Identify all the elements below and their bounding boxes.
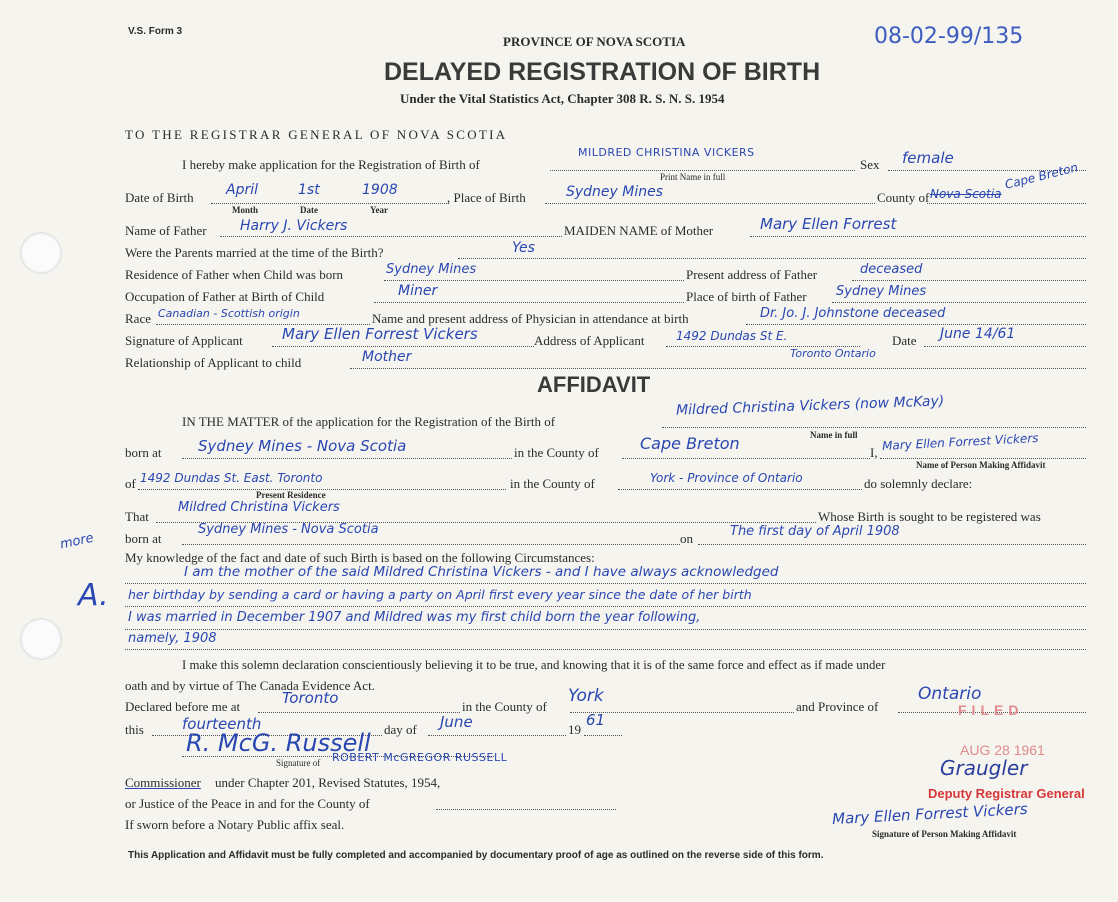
matter-label: IN THE MATTER of the application for the Registration of the Birth of bbox=[182, 414, 556, 429]
registrar-address-line: TO THE REGISTRAR GENERAL OF NOVA SCOTIA bbox=[125, 127, 508, 142]
mother-name-field: Mary Ellen Forrest bbox=[760, 215, 897, 233]
field-line bbox=[662, 427, 1086, 428]
field-line bbox=[458, 258, 1086, 259]
born-at-field-2: Sydney Mines - Nova Scotia bbox=[198, 522, 379, 537]
applicant-signature-label: Signature of Applicant bbox=[125, 333, 243, 348]
dob-month-field: April bbox=[226, 182, 258, 198]
field-line bbox=[182, 458, 512, 459]
father-birthplace-field: Sydney Mines bbox=[836, 284, 927, 299]
field-line bbox=[125, 583, 1086, 584]
commissioner-signature: R. McG. Russell bbox=[186, 729, 371, 757]
field-line bbox=[428, 735, 566, 736]
province-heading: PROVINCE OF NOVA SCOTIA bbox=[503, 34, 686, 49]
field-line bbox=[750, 236, 1086, 237]
sex-label: Sex bbox=[860, 157, 880, 172]
field-line bbox=[272, 346, 534, 347]
form-id: V.S. Form 3 bbox=[128, 26, 183, 37]
child-name-field: MILDRED CHRISTINA VICKERS bbox=[578, 146, 755, 159]
solemn-declaration-line-1: I make this solemn declaration conscientiously believing it to be true, and knowing that it is of the same force and effect as if made under bbox=[182, 658, 886, 672]
declared-before-label: Declared before me at bbox=[125, 699, 241, 714]
solemn-declaration-line-2: oath and by virtue of The Canada Evidence Act. bbox=[125, 678, 375, 693]
field-line bbox=[550, 170, 855, 171]
field-line bbox=[436, 809, 616, 810]
name-in-full-caption: Name in full bbox=[810, 430, 858, 440]
declare-label: do solemnly declare: bbox=[864, 476, 973, 491]
on-label: on bbox=[680, 531, 693, 546]
affiant-signature: Mary Ellen Forrest Vickers bbox=[831, 799, 1029, 829]
county-of-label: in the County of bbox=[514, 445, 599, 460]
field-line bbox=[698, 544, 1086, 545]
affiant-signature-caption: Signature of Person Making Affidavit bbox=[872, 829, 1017, 839]
field-line bbox=[350, 368, 1086, 369]
applicant-address-label: Address of Applicant bbox=[534, 333, 645, 348]
print-name-caption: Print Name in full bbox=[660, 172, 726, 182]
field-line bbox=[125, 649, 1086, 650]
affiant-name-caption: Name of Person Making Affidavit bbox=[916, 460, 1046, 470]
father-name-label: Name of Father bbox=[125, 223, 207, 238]
field-line bbox=[927, 203, 1086, 204]
circumstance-line-4: namely, 1908 bbox=[128, 631, 217, 646]
commissioner-rest: under Chapter 201, Revised Statutes, 1954, bbox=[215, 775, 441, 790]
circumstance-line-3: I was married in December 1907 and Mildred was my first child born the year following, bbox=[128, 610, 701, 625]
application-date-label: Date bbox=[892, 333, 917, 348]
year-prefix: 19 bbox=[568, 722, 581, 737]
field-line bbox=[622, 458, 870, 459]
sought-label: Whose Birth is sought to be registered was bbox=[818, 509, 1041, 524]
filed-date-stamp: AUG 28 1961 bbox=[960, 742, 1045, 758]
file-number: 08-02-99/135 bbox=[874, 24, 1024, 49]
county-of-label-3: in the County of bbox=[462, 699, 547, 714]
field-line bbox=[384, 280, 684, 281]
parents-married-field: Yes bbox=[512, 240, 535, 256]
field-line bbox=[880, 458, 1086, 459]
physician-field: Dr. Jo. J. Johnstone deceased bbox=[760, 306, 946, 321]
application-date-field: June 14/61 bbox=[940, 326, 1016, 342]
circumstance-line-2: her birthday by sending a card or having a party on April first every year since the date of her birth bbox=[128, 587, 752, 602]
declared-day-field: fourteenth bbox=[182, 715, 262, 733]
field-line bbox=[924, 346, 1086, 347]
physician-label: Name and present address of Physician in attendance at birth bbox=[372, 311, 689, 326]
field-line bbox=[374, 302, 684, 303]
date-caption: Date bbox=[300, 205, 318, 215]
this-label: this bbox=[125, 722, 144, 737]
filed-stamp: FILED bbox=[958, 702, 1024, 718]
present-residence-caption: Present Residence bbox=[256, 490, 326, 500]
born-at-field: Sydney Mines - Nova Scotia bbox=[198, 437, 407, 455]
field-line bbox=[746, 324, 1086, 325]
residence-county-field: York - Province of Ontario bbox=[650, 471, 803, 485]
punch-hole bbox=[20, 232, 62, 274]
applicant-signature-field: Mary Ellen Forrest Vickers bbox=[282, 325, 478, 343]
father-occupation-label: Occupation of Father at Birth of Child bbox=[125, 289, 325, 304]
matter-field: Mildred Christina Vickers (now McKay) bbox=[675, 393, 945, 419]
declared-county-field: York bbox=[568, 686, 604, 706]
affidavit-heading: AFFIDAVIT bbox=[537, 372, 651, 397]
county-label: County of bbox=[877, 190, 930, 205]
born-at-label-2: born at bbox=[125, 531, 162, 546]
day-of-label: day of bbox=[384, 722, 417, 737]
place-of-birth-label: , Place of Birth bbox=[447, 190, 526, 205]
race-label: Race bbox=[125, 311, 151, 326]
declared-province-field: Ontario bbox=[918, 684, 982, 704]
mother-name-label: MAIDEN NAME of Mother bbox=[564, 223, 714, 238]
notary-label: If sworn before a Notary Public affix seal. bbox=[125, 817, 345, 832]
knowledge-label: My knowledge of the fact and date of such Birth is based on the following Circumstances: bbox=[125, 550, 595, 565]
on-date-field: The first day of April 1908 bbox=[730, 524, 900, 539]
race-field: Canadian - Scottish origin bbox=[158, 307, 300, 320]
deputy-registrar-stamp: Deputy Registrar General bbox=[928, 786, 1085, 801]
dob-day-field: 1st bbox=[298, 182, 320, 198]
born-at-label: born at bbox=[125, 445, 162, 460]
declared-month-field: June bbox=[440, 713, 473, 731]
year-caption: Year bbox=[370, 205, 388, 215]
margin-initial: A. bbox=[78, 578, 109, 613]
field-line bbox=[545, 203, 875, 204]
present-residence-field: 1492 Dundas St. East. Toronto bbox=[140, 471, 323, 485]
declared-year-field: 61 bbox=[586, 711, 606, 729]
father-residence-label: Residence of Father when Child was born bbox=[125, 267, 344, 282]
county-field: Cape Breton bbox=[1003, 160, 1080, 192]
field-line bbox=[125, 629, 1086, 630]
affiant-name-field: Mary Ellen Forrest Vickers bbox=[881, 430, 1039, 454]
punch-hole bbox=[20, 618, 62, 660]
field-line bbox=[182, 544, 680, 545]
justice-label: or Justice of the Peace in and for the County of bbox=[125, 796, 370, 811]
field-line bbox=[220, 236, 562, 237]
declared-at-field: Toronto bbox=[282, 689, 339, 707]
father-present-address-field: deceased bbox=[860, 262, 923, 277]
place-of-birth-field: Sydney Mines bbox=[566, 184, 664, 200]
province-of-label: and Province of bbox=[796, 699, 879, 714]
field-line bbox=[618, 489, 862, 490]
circumstance-line-1: I am the mother of the said Mildred Christina Vickers - and I have always acknowledged bbox=[184, 564, 779, 580]
field-line bbox=[852, 280, 1086, 281]
county-of-field: Cape Breton bbox=[640, 434, 740, 453]
signature-of-caption: Signature of bbox=[276, 758, 321, 768]
month-caption: Month bbox=[232, 205, 259, 215]
father-residence-field: Sydney Mines bbox=[386, 262, 477, 277]
father-present-address-label: Present address of Father bbox=[686, 267, 818, 282]
father-name-field: Harry J. Vickers bbox=[240, 218, 348, 234]
applicant-city-field: Toronto Ontario bbox=[790, 347, 876, 360]
form-subtitle: Under the Vital Statistics Act, Chapter 308 R. S. N. S. 1954 bbox=[400, 91, 725, 106]
of-label: of bbox=[125, 476, 136, 491]
commissioner-name-field: ROBERT McGREGOR RUSSELL bbox=[332, 751, 508, 764]
dob-label: Date of Birth bbox=[125, 190, 194, 205]
footer-note: This Application and Affidavit must be fully completed and accompanied by documentary proof of age as outlined on the reverse side of this form. bbox=[128, 850, 824, 861]
sex-field: female bbox=[902, 149, 954, 167]
county-of-label-2: in the County of bbox=[510, 476, 595, 491]
relationship-field: Mother bbox=[362, 349, 412, 365]
field-line bbox=[125, 606, 1086, 607]
parents-married-label: Were the Parents married at the time of the Birth? bbox=[125, 245, 384, 260]
field-line bbox=[258, 712, 460, 713]
father-birthplace-label: Place of birth of Father bbox=[686, 289, 807, 304]
i-label: I, bbox=[870, 445, 878, 460]
father-occupation-field: Miner bbox=[398, 283, 438, 299]
deputy-signature: Graugler bbox=[940, 756, 1028, 780]
form-title: DELAYED REGISTRATION OF BIRTH bbox=[384, 58, 821, 86]
commissioner-word: Commissioner bbox=[125, 775, 201, 790]
that-label: That bbox=[125, 509, 149, 524]
county-struck-field: Nova Scotia bbox=[930, 187, 1002, 201]
field-line bbox=[211, 203, 449, 204]
margin-note-more: more bbox=[58, 530, 96, 553]
relationship-label: Relationship of Applicant to child bbox=[125, 355, 302, 370]
that-field: Mildred Christina Vickers bbox=[178, 500, 340, 515]
field-line bbox=[832, 302, 1086, 303]
applicant-address-field: 1492 Dundas St E. bbox=[676, 329, 788, 343]
field-line bbox=[584, 735, 622, 736]
dob-year-field: 1908 bbox=[362, 182, 398, 198]
application-intro-label: I hereby make application for the Registration of Birth of bbox=[182, 157, 480, 172]
